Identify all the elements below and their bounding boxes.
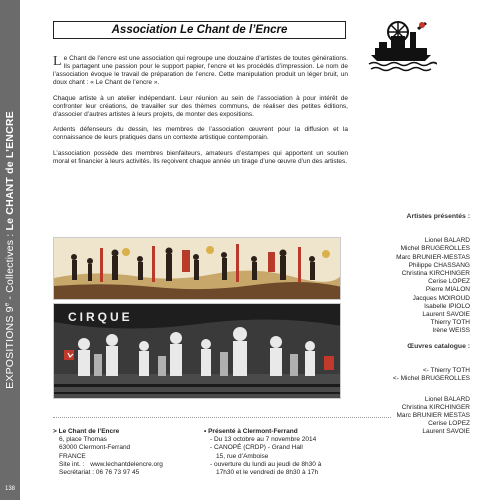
paragraph-4: L’association possède des membres bienfaiteurs, amateurs d’estampes qui apportent un soutien moral et financier à leurs activités. Ils reçoivent chaque année un tirage d’une œuvre d’un des artistes. [53,149,348,165]
sidebar-title [4,111,16,389]
list-item: Pierre MIALON [425,286,470,294]
contact-secretariat: Secrétariat : 06 76 73 97 45 [59,469,140,477]
exhibition-venue: - CANOPÉ (CRDP) - Grand Hall [210,444,303,452]
sidebar [0,0,20,500]
print-procession [53,237,341,300]
artists-heading: Artistes présentés : [406,213,470,220]
series-sup: e [4,302,11,307]
list-item: Thierry TOTH [430,319,470,327]
exhibition-heading: • Présenté à Clermont-Ferrand [204,428,298,435]
catalogue-list-first [330,367,470,383]
exhibition-street: 15, rue d’Amboise [216,452,269,460]
paragraph-1 [53,55,348,87]
boat-press-logo-icon [367,12,437,74]
list-item: Laurent SAVOIE [422,428,470,436]
catalogue-heading: Œuvres catalogue : [407,343,470,350]
list-item: Marc BRUNIER MESTAS [396,412,470,420]
article-title: Association Le Chant de l’Encre [111,24,288,36]
list-item: Cerise LOPEZ [428,278,470,286]
contact-address-1: 6, place Thomas [59,436,107,444]
list-item: Christina KIRCHINGER [401,270,470,278]
list-item: Isabelle IPIOLO [424,302,470,310]
site-link[interactable]: www.lechantdelencre.org [90,460,163,468]
list-item: <- Thierry TOTH [422,367,470,375]
print-cirque [53,303,341,399]
contact-block [53,428,193,477]
list-item: Jacques MOIROUD [412,294,470,302]
paragraph-3: Ardents défenseurs du dessin, les membres de l’association œuvrent pour la diffusion et la connaissance de leurs pratiques dans un contexte artistique contemporain. [53,126,348,141]
footer-divider [53,417,391,418]
series-label: EXPOSITIONS 9 [4,306,16,389]
list-item: Philippe CHASSANG [408,261,470,269]
list-item: Michel BRUGEROLLES [400,245,470,253]
catalogue-section [330,343,470,437]
series-rest: - Collectives : [4,233,16,303]
contact-country: FRANCE [59,452,86,460]
contact-site-row [53,461,193,469]
contact-address-2: 63000 Clermont-Ferrand [59,444,131,452]
artists-section [330,213,470,336]
exhibition-dates: - Du 13 octobre au 7 novembre 2014 [210,436,317,444]
list-item: Lionel BALARD [424,395,470,403]
paragraph-2: Chaque artiste à un atelier indépendant. Leur réunion au sein de l’association à pour intérêt de confronter leur créations, de travailler sur des thèmes communs, de réaliser des petites éditions, d’associer d’autres artistes à leurs projets, de monter des expositions. [53,94,348,118]
site-label: Site int. : [59,460,85,468]
dropcap: L [53,54,62,69]
list-item: Lionel BALARD [424,237,470,245]
list-item: Marc BRUNIER-MESTAS [396,253,470,261]
article-title-box [53,21,346,39]
page-number: 138 [4,486,15,492]
list-item: <- Michel BRUGEROLLES [392,375,470,383]
exhibition-hours-1: - ouverture du lundi au jeudi de 8h30 à [210,460,322,468]
exhibition-block [204,428,354,477]
list-item: Christina KIRCHINGER [401,403,470,411]
contact-name: > Le Chant de l’Encre [53,428,120,435]
cirque-label: CIRQUE [68,310,133,324]
list-item: Cerise LOPEZ [428,420,470,428]
article-body [53,55,348,173]
sidebar-name: Le CHANT de L’ENCRE [4,111,16,231]
artists-list [330,237,470,335]
exhibition-hours-2: 17h30 et le vendredi de 8h30 à 17h [216,469,319,477]
paragraph-1-text: e Chant de l’encre est une association qui regroupe une douzaine d’artistes de toutes générations. Ils partagent une passion pour le support papier, l’encre et les procédés d’impression. Le nom de l’association évoque le travail de préparation de l’encre. Cette manipulation produit un léger bruit, un doux chant : « Le Chant de l’encre ». [53,55,348,86]
list-item: Irène WEISS [432,327,470,335]
list-item: Laurent SAVOIE [422,311,470,319]
